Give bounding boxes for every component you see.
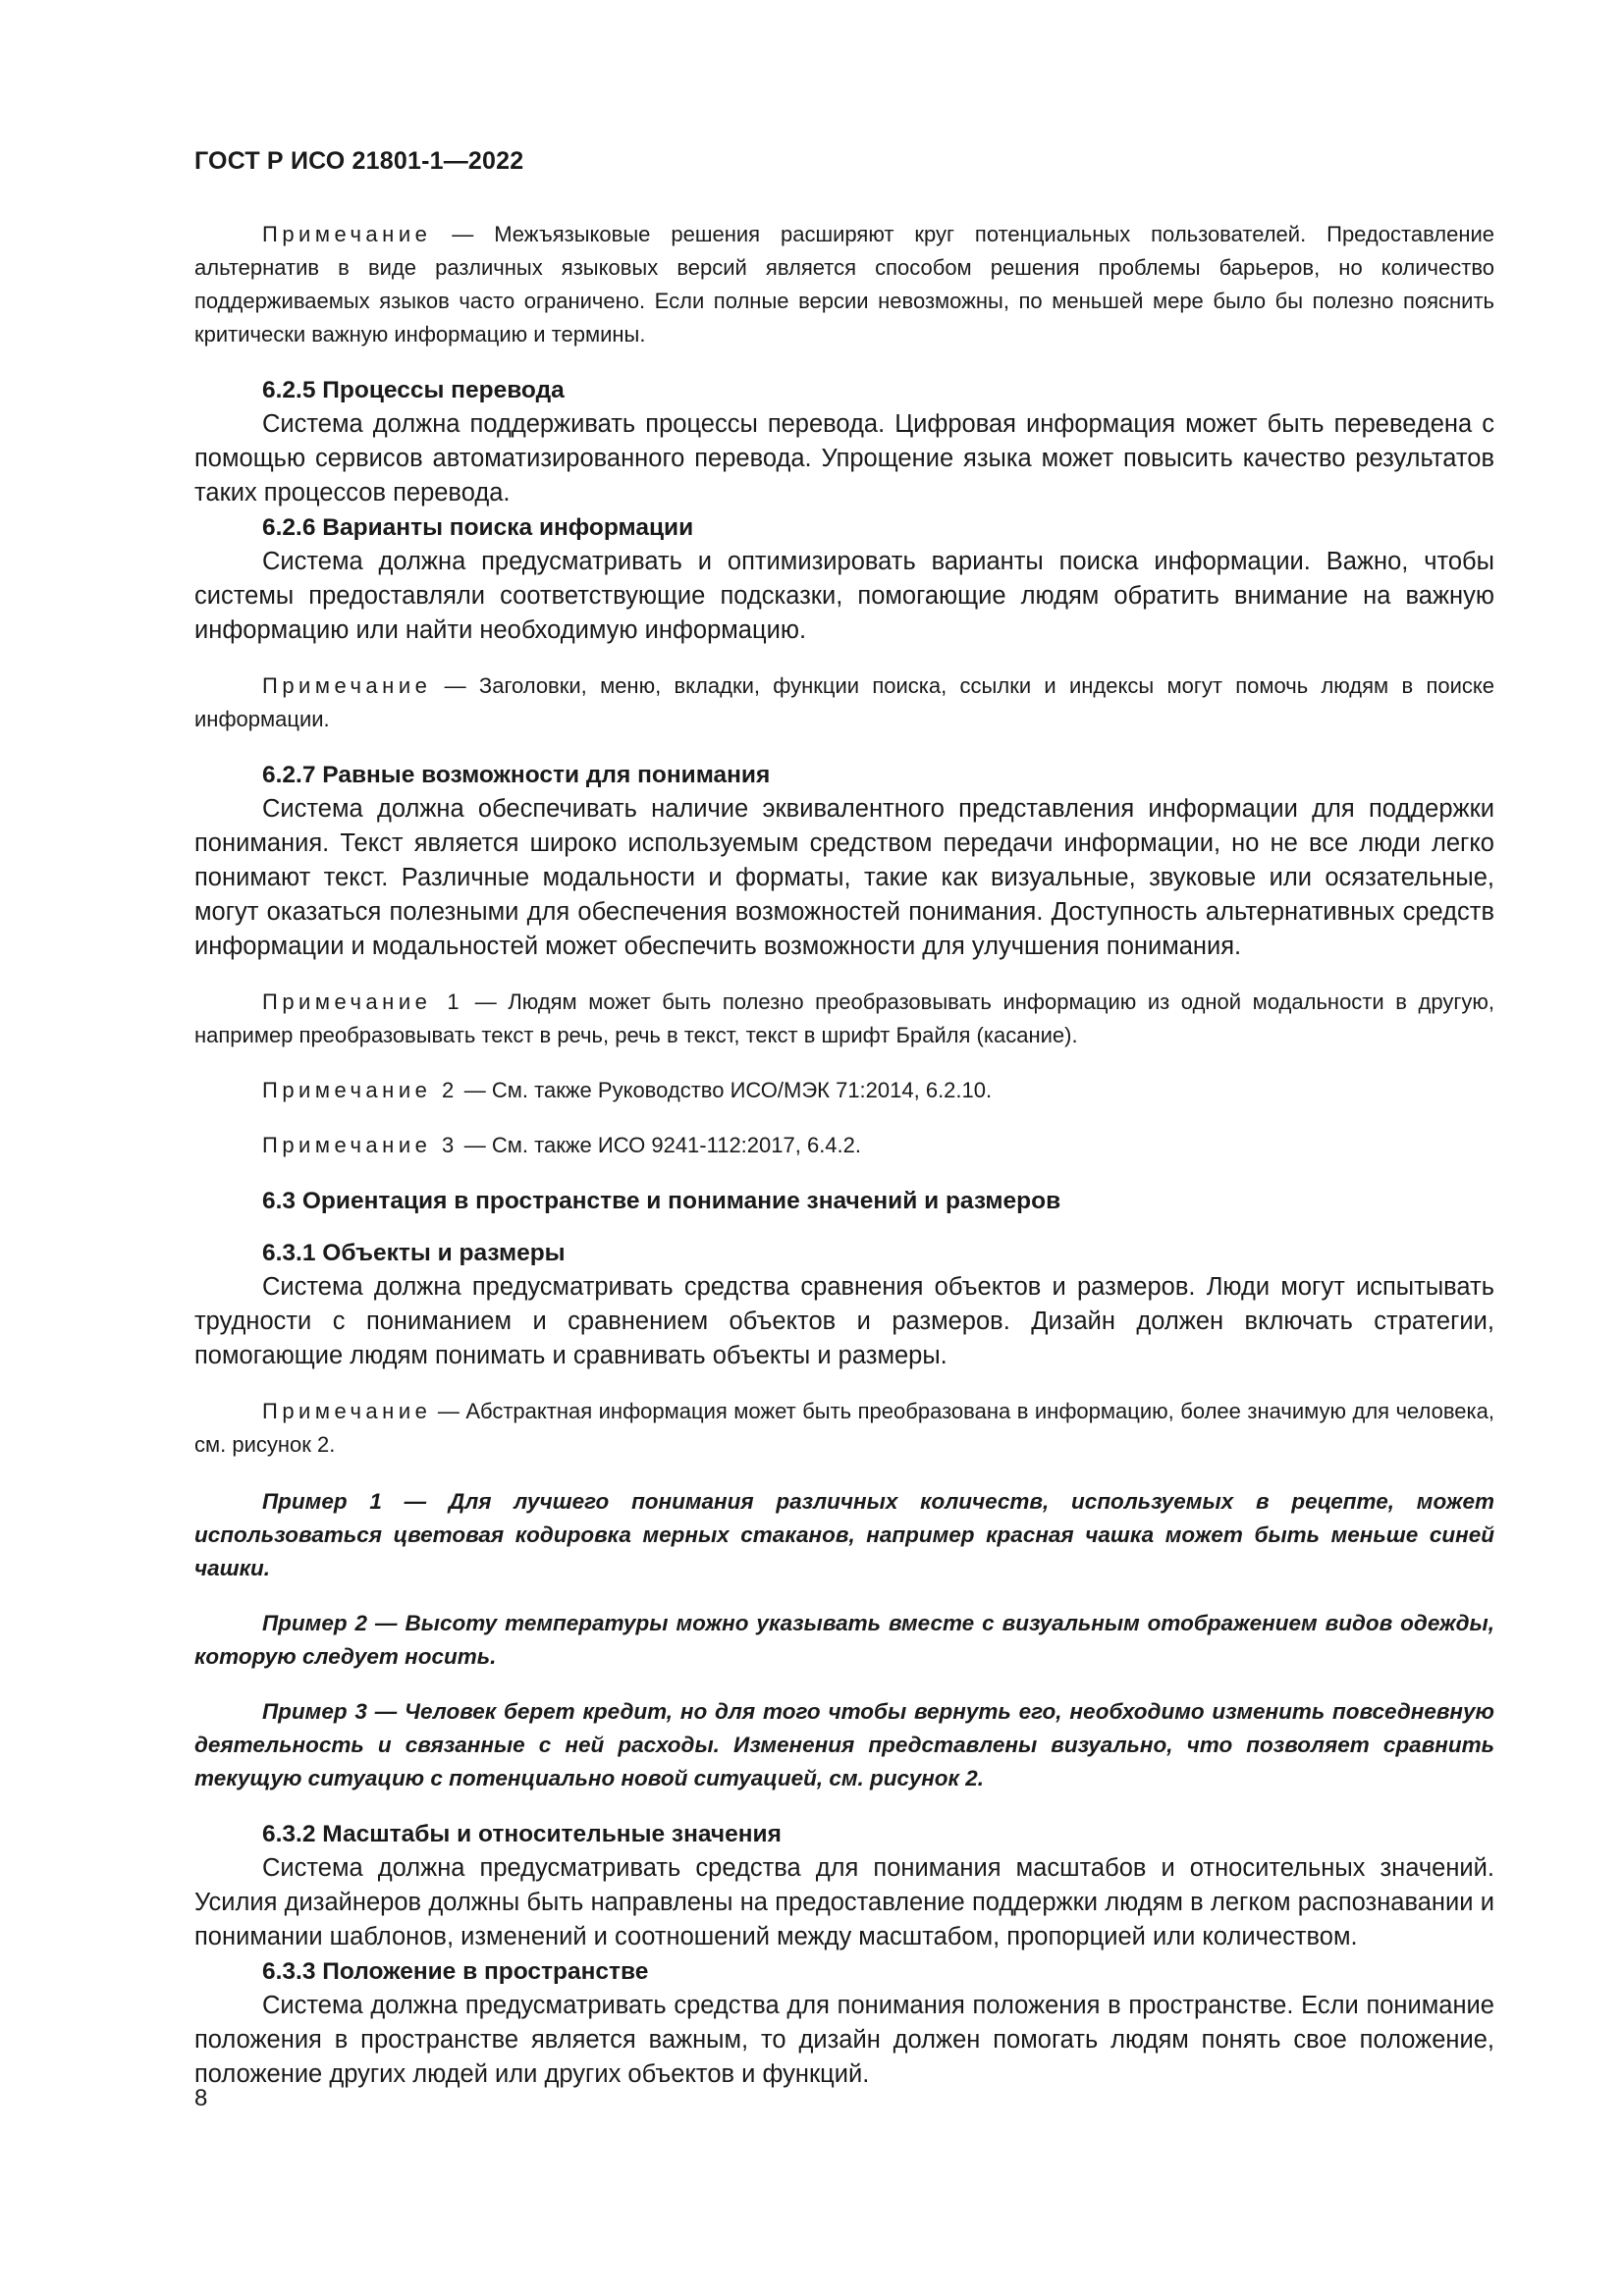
note-6-2-6: Примечание — Заголовки, меню, вкладки, функции поиска, ссылки и индексы могут помочь людям в поиске информации. (194, 673, 1494, 731)
example-2: Пример 2 — Высоту температуры можно указывать вместе с визуальным отображением видов одежды, которую следует носить. (194, 1611, 1494, 1669)
paragraph-6-2-5: Система должна поддерживать процессы перевода. Цифровая информация может быть переведена с помощью сервисов автоматизированного перевода. Упрощение языка может повысить качество результатов таких процессов перевода. (194, 410, 1494, 507)
paragraph-6-3-2: Система должна предусматривать средства для понимания масштабов и относительных значений. Усилия дизайнеров должны быть направлены на предоставление поддержки людям в легком распознавании и понимании шаблонов, изменений и соотношений между масштабом, пропорцией или количеством. (194, 1854, 1494, 1950)
heading-6-2-5: 6.2.5 Процессы перевода (262, 377, 565, 403)
note-label: Примечание 2 (262, 1078, 459, 1102)
document-body (194, 218, 1494, 2092)
note-label: Примечание (262, 1399, 432, 1423)
note-label: Примечание 3 (262, 1133, 459, 1157)
paragraph-6-3-3: Система должна предусматривать средства для понимания положения в пространстве. Если понимание положения в пространстве является важным, то дизайн должен помогать людям понять свое положение, положение других людей или других объектов и функций. (194, 1992, 1494, 2088)
note-label: Примечание 1 (262, 989, 464, 1014)
heading-6-3-1: 6.3.1 Объекты и размеры (262, 1240, 566, 1266)
heading-6-2-7: 6.2.7 Равные возможности для понимания (262, 762, 771, 788)
note-label: Примечание (262, 222, 432, 246)
note-6-2-7-3: Примечание 3 — См. также ИСО 9241-112:2017, 6.4.2. (262, 1133, 862, 1157)
paragraph-6-3-1: Система должна предусматривать средства сравнения объектов и размеров. Люди могут испытывать трудности с пониманием и сравнением объектов и размеров. Дизайн должен включать стратегии, помогающие людям понимать и сравнивать объекты и размеры. (194, 1273, 1494, 1369)
note-intro: Примечание — Межъязыковые решения расширяют круг потенциальных пользователей. Предоставление альтернатив в виде различных языковых версий является способом решения проблемы барьеров, но количество поддерживаемых языков часто ограничено. Если полные версии невозможны, по меньшей мере было бы полезно пояснить критически важную информацию и термины. (194, 222, 1494, 347)
heading-6-3: 6.3 Ориентация в пространстве и понимание значений и размеров (262, 1188, 1061, 1214)
paragraph-6-2-6: Система должна предусматривать и оптимизировать варианты поиска информации. Важно, чтобы системы предоставляли соответствующие подсказки, помогающие людям обратить внимание на важную информацию или найти необходимую информацию. (194, 548, 1494, 644)
note-label: Примечание (262, 673, 432, 698)
paragraph-6-2-7: Система должна обеспечивать наличие эквивалентного представления информации для поддержки понимания. Текст является широко используемым средством передачи информации, но не все люди легко понимают текст. Различные модальности и форматы, такие как визуальные, звуковые или осязательные, могут оказаться полезными для обеспечения возможностей понимания. Доступность альтернативных средств информации и модальностей может обеспечить возможности для улучшения понимания. (194, 795, 1494, 960)
note-6-2-7-2: Примечание 2 — См. также Руководство ИСО/МЭК 71:2014, 6.2.10. (262, 1078, 993, 1102)
example-3: Пример 3 — Человек берет кредит, но для того чтобы вернуть его, необходимо изменить повседневную деятельность и связанные с ней расходы. Изменения представлены визуально, что позволяет сравнить текущую ситуацию с потенциально новой ситуацией, см. рисунок 2. (194, 1699, 1494, 1790)
heading-6-2-6: 6.2.6 Варианты поиска информации (262, 514, 694, 541)
page-number: 8 (194, 2085, 208, 2111)
note-6-2-7-1: Примечание 1 — Людям может быть полезно преобразовывать информацию из одной модальности в другую, например преобразовывать текст в речь, речь в текст, текст в шрифт Брайля (касание). (194, 989, 1495, 1047)
heading-6-3-3: 6.3.3 Положение в пространстве (262, 1958, 649, 1985)
note-6-3-1: Примечание — Абстрактная информация может быть преобразована в информацию, более значимую для человека, см. рисунок 2. (194, 1399, 1494, 1457)
example-1: Пример 1 — Для лучшего понимания различных количеств, используемых в рецепте, может использоваться цветовая кодировка мерных стаканов, например красная чашка может быть меньше синей чашки. (194, 1489, 1494, 1580)
heading-6-3-2: 6.3.2 Масштабы и относительные значения (262, 1821, 782, 1847)
document-header: ГОСТ Р ИСО 21801-1—2022 (194, 147, 524, 175)
